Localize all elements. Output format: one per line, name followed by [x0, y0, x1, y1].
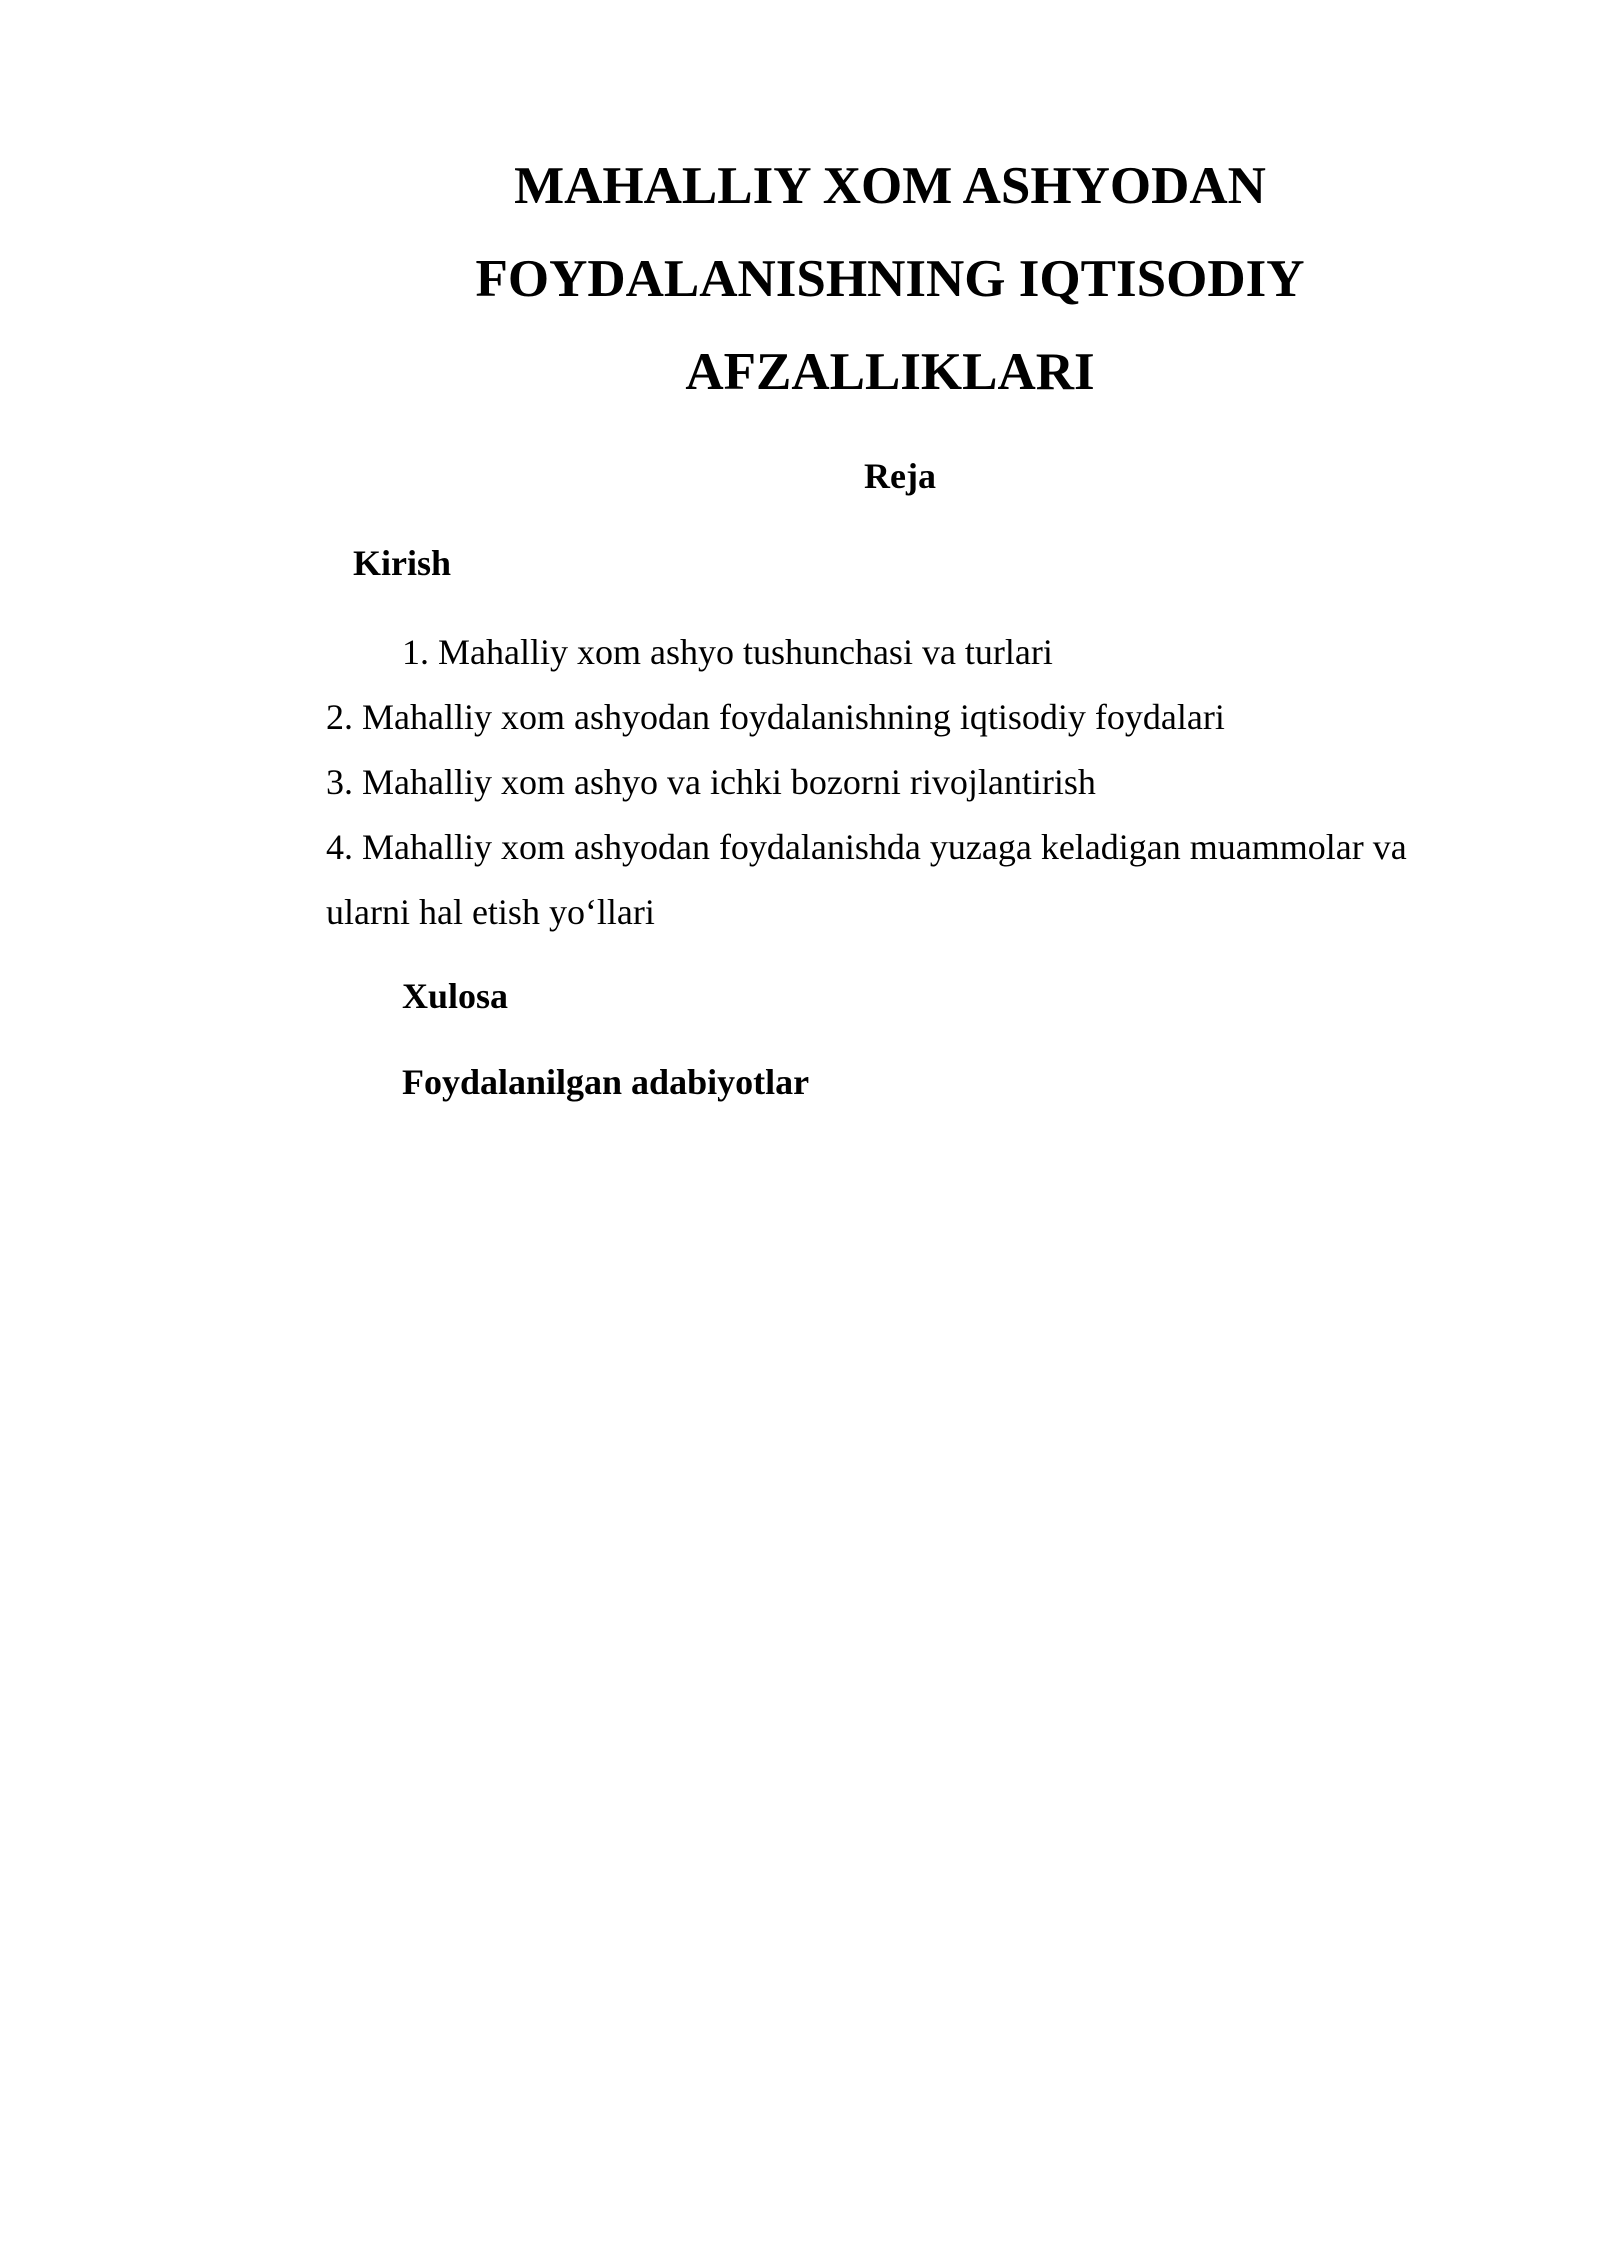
- title-line-2: FOYDALANISHNING IQTISODIY: [475, 250, 1305, 308]
- title-line-3: AFZALLIKLARI: [685, 343, 1095, 401]
- plan-item-3: 3. Mahalliy xom ashyo va ichki bozorni rivojlantirish: [326, 762, 1096, 802]
- plan-item-1: 1. Mahalliy xom ashyo tushunchasi va turlari: [402, 632, 1053, 672]
- plan-heading: Reja: [864, 456, 936, 496]
- plan-list: [326, 620, 1476, 945]
- document-title: [330, 140, 1450, 419]
- plan-item-4: 4. Mahalliy xom ashyodan foydalanishda yuzaga keladigan muammolar va ularni hal etish yo‘llari: [326, 827, 1407, 932]
- conclusion-heading: Xulosa: [402, 976, 509, 1016]
- title-line-1: MAHALLIY XOM ASHYODAN: [514, 157, 1266, 215]
- plan-item-2: 2. Mahalliy xom ashyodan foydalanishning iqtisodiy foydalari: [326, 697, 1225, 737]
- references-heading: Foydalanilgan adabiyotlar: [402, 1062, 810, 1102]
- intro-heading: Kirish: [353, 543, 452, 583]
